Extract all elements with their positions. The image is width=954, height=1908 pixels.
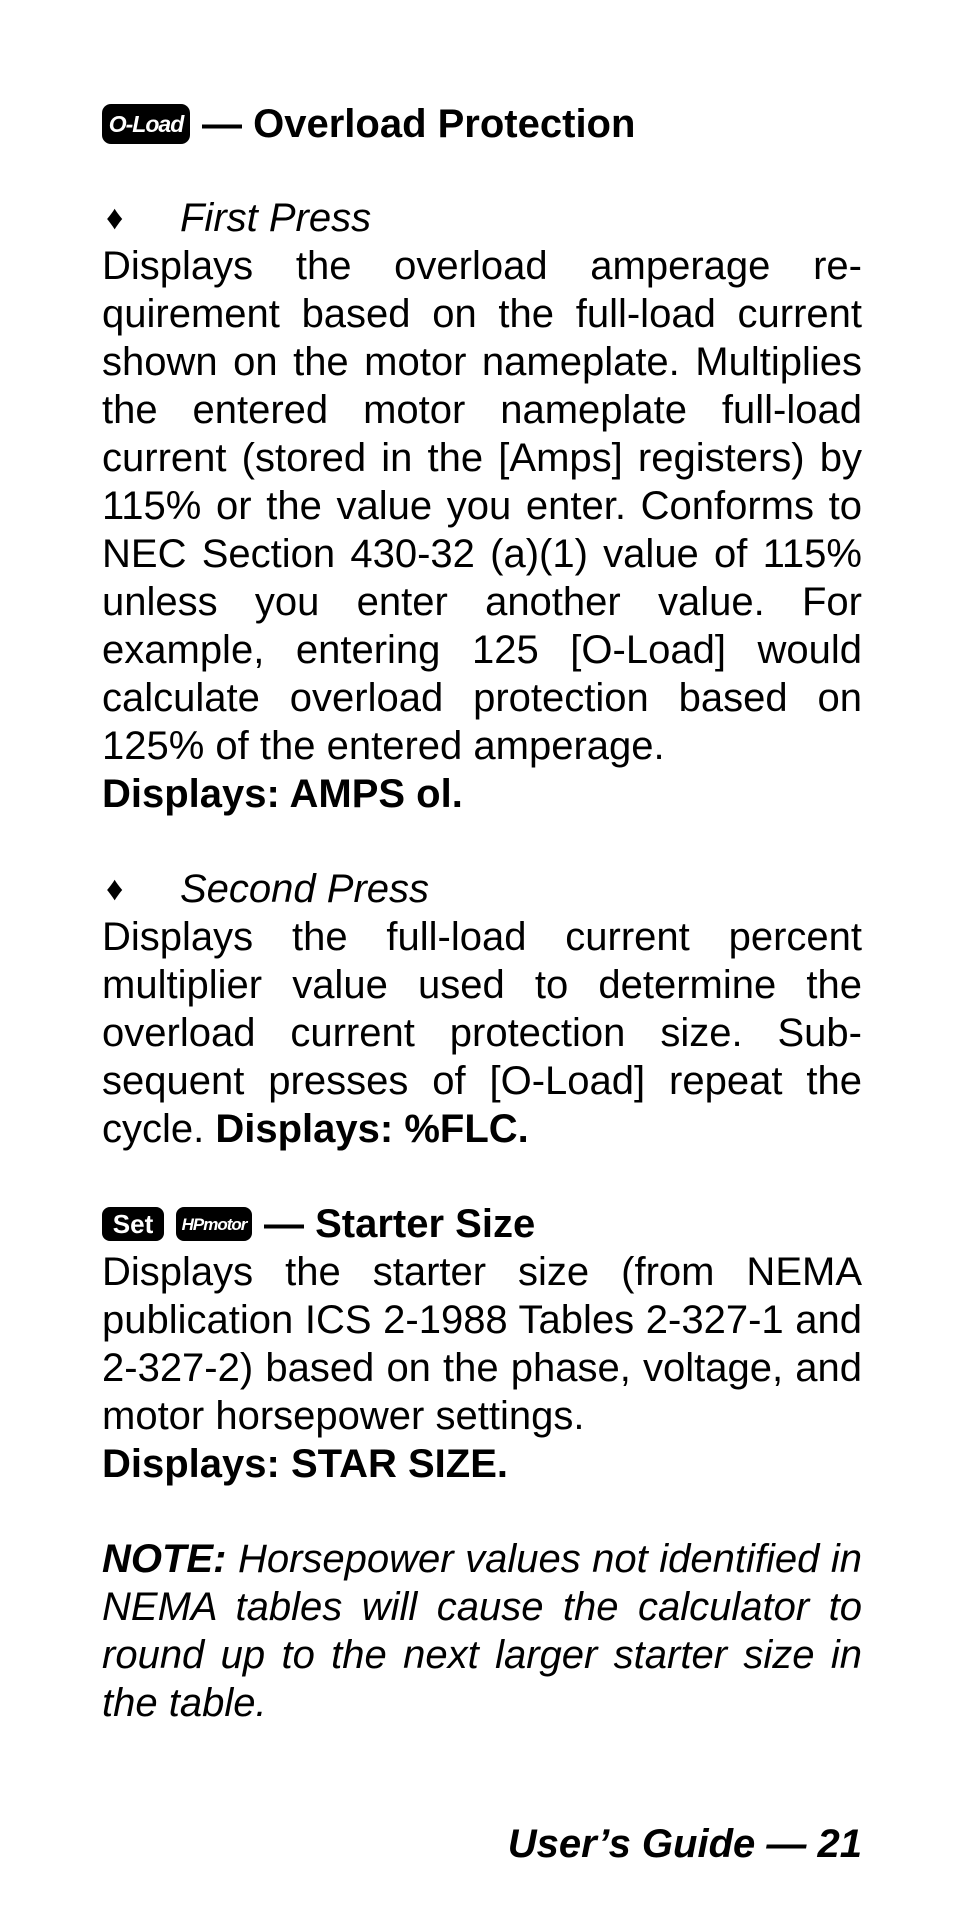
diamond-bullet-icon: ♦ <box>106 870 124 908</box>
starter-heading-text: — Starter Size <box>264 1202 536 1246</box>
hpmotor-key-icon: HPmotor <box>176 1207 252 1241</box>
starter-section-heading <box>102 1200 862 1248</box>
second-press-body <box>102 913 862 1153</box>
first-press-displays: Displays: AMPS ol. <box>102 772 463 816</box>
page-footer: User’s Guide — 21 <box>507 1822 862 1866</box>
second-press-title: Second Press <box>180 867 430 911</box>
first-press-title: First Press <box>180 196 372 240</box>
note-text: Horsepower values not identified in NEMA tables will cause the calculator to round up to the next larger starter size in the table. <box>102 1537 863 1725</box>
manual-page <box>102 100 862 1727</box>
first-press-body: Displays the overload amperage requirement based on the full-load current shown on the motor nameplate. Multiplies the entered motor nameplate full-load current (stored in the [Amps] registers) by 115% or the value you enter. Conforms to NEC Section 430-32 (a)(1) value of 115% unless you enter another value. For example, entering 125 [O-Load] would calculate overload protection based on 125% of the entered amperage. <box>102 244 862 768</box>
diamond-bullet-icon: ♦ <box>106 199 124 237</box>
starter-body: Displays the starter size (from NEMA publication ICS 2-1988 Tables 2-327-1 and 2-327-2) based on the phase, voltage, and motor horsepower settings. <box>102 1250 862 1438</box>
second-press-displays: Displays: %FLC. <box>215 1107 529 1151</box>
oload-section-heading <box>102 100 862 148</box>
oload-key-icon: O-Load <box>102 104 190 144</box>
second-press-body-text: Displays the full-load current percent multiplier value used to determine the overload current protection size. Subsequent presses of [O-Load] repeat the cycle. <box>102 915 862 1151</box>
set-key-icon: Set <box>102 1207 164 1241</box>
starter-displays: Displays: STAR SIZE. <box>102 1442 509 1486</box>
second-press-heading <box>102 865 862 913</box>
note-paragraph <box>102 1535 862 1727</box>
note-label: NOTE: <box>102 1537 227 1581</box>
first-press-heading <box>102 194 862 242</box>
oload-heading-text: — Overload Protection <box>202 102 636 146</box>
